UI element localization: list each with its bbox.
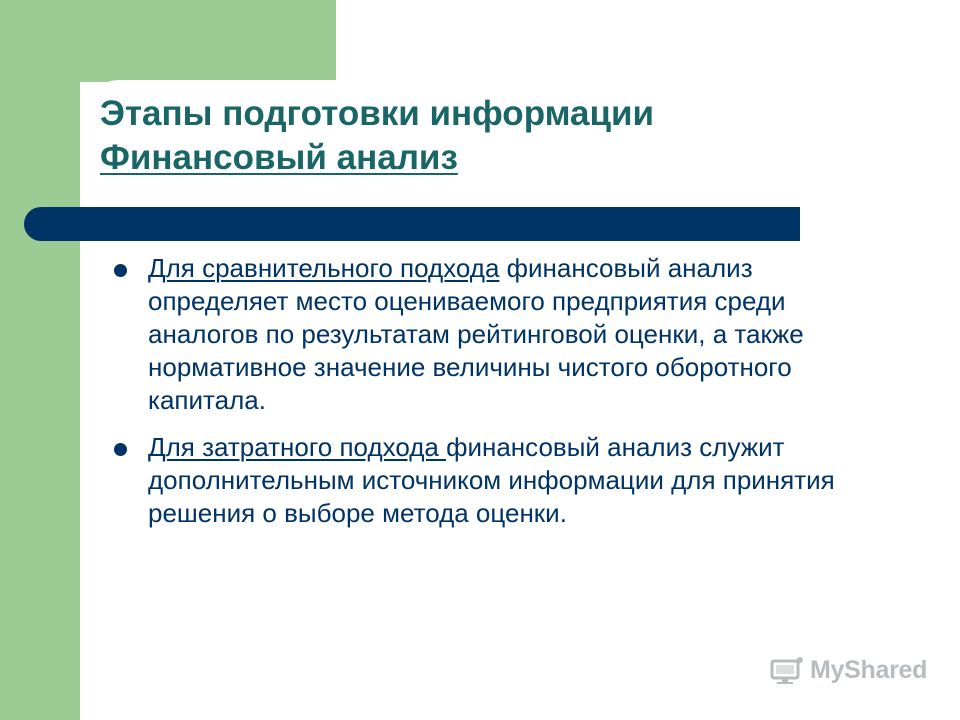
bullet-item [112, 252, 852, 417]
bullet-lead-link: Для затратного подхода [148, 432, 447, 462]
bullet-item [112, 431, 852, 530]
bullet-text: финансовый анализ определяет место оцениваемого предприятия среди аналогов по результатам рейтинговой оценки, а также нормативное значение величины чистого оборотного капитала. [148, 253, 804, 415]
bullet-text: финансовый анализ служит дополнительным источником информации для принятия решения о выборе метода оценки. [148, 432, 835, 528]
bullet-list [112, 252, 852, 544]
myshared-watermark [770, 652, 927, 688]
bullet-dot-icon [114, 443, 127, 456]
slide-title-line1: Этапы подготовки информации [100, 94, 655, 133]
top-green-band [0, 0, 336, 82]
slide-title [100, 92, 860, 180]
slide-title-line2: Финансовый анализ [100, 138, 458, 177]
title-divider-bar [24, 207, 800, 241]
bullet-dot-icon [114, 264, 127, 277]
bullet-lead-link: Для сравнительного подхода [148, 253, 500, 283]
left-green-band [0, 0, 80, 720]
myshared-logo-icon [770, 655, 804, 685]
watermark-text: MyShared [810, 655, 928, 684]
